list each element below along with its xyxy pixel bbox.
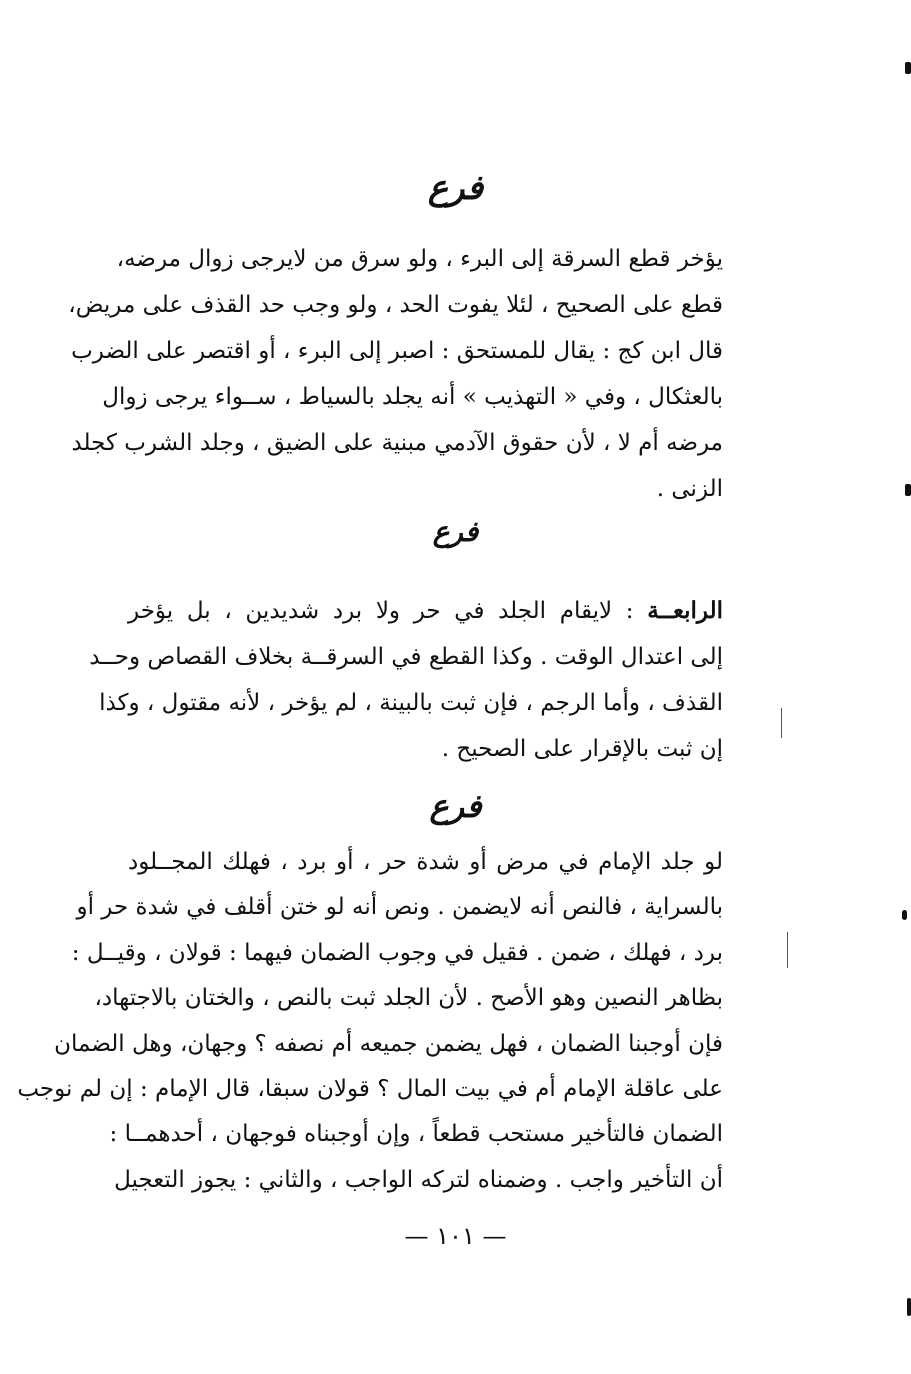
paragraph-2-line-1 bbox=[128, 588, 723, 634]
paragraph-3-line-5: فإن أوجبنا الضمان ، فهل يضمن جميعه أم نصفه ؟ وجهان، وهل الضمان bbox=[54, 1030, 723, 1057]
paragraph-2 bbox=[89, 588, 723, 772]
paragraph-3-line-2: بالسراية ، فالنص أنه لايضمن . ونص أنه لو ختن أقلف في شدة حر أو bbox=[76, 894, 723, 921]
scan-edge-mark bbox=[905, 62, 911, 74]
scan-edge-mark bbox=[902, 910, 907, 920]
paragraph-1-line-6: الزنى . bbox=[656, 476, 723, 502]
section-heading-3: فرع bbox=[429, 787, 482, 825]
paragraph-3-line-8: أن التأخير واجب . وضمناه لتركه الواجب ، والثاني : يجوز التعجيل bbox=[114, 1166, 723, 1193]
scan-margin-line bbox=[781, 708, 782, 738]
paragraph-2-line-2: إلى اعتدال الوقت . وكذا القطع في السرقــة بخلاف القصاص وحــد bbox=[89, 644, 723, 670]
section-heading-1: فرع bbox=[427, 168, 484, 208]
paragraph-3-line-1: لو جلد الإمام في مرض أو شدة حر ، أو برد ، فهلك المجــلود bbox=[128, 849, 723, 875]
paragraph-3-line-6: على عاقلة الإمام أم في بيت المال ؟ قولان سبقا، قال الإمام : إن لم نوجب bbox=[17, 1075, 723, 1102]
scan-edge-mark bbox=[907, 1298, 911, 1316]
paragraph-1-line-1: يؤخر قطع السرقة إلى البرء ، ولو سرق من لايرجى زوال مرضه، bbox=[116, 246, 723, 272]
scan-edge-mark bbox=[905, 484, 911, 496]
page-number: — ١٠١ — bbox=[404, 1222, 507, 1250]
paragraph-3 bbox=[17, 840, 723, 1203]
section-heading-2: فرع bbox=[432, 515, 479, 548]
paragraph-1-line-3: قال ابن كج : يقال للمستحق : اصبر إلى البرء ، أو اقتصر على الضرب bbox=[71, 338, 723, 364]
paragraph-2-line-1-text: : لايقام الجلد في حر ولا برد شديدين ، بل يؤخر bbox=[128, 598, 648, 624]
paragraph-3-line-3: برد ، فهلك ، ضمن . فقيل في وجوب الضمان فيهما : قولان ، وقيــل : bbox=[71, 939, 723, 966]
scan-margin-line bbox=[787, 932, 788, 968]
paragraph-3-line-4: بظاهر النصين وهو الأصح . لأن الجلد ثبت بالنص ، والختان بالاجتهاد، bbox=[94, 985, 723, 1012]
paragraph-1-line-5: مرضه أم لا ، لأن حقوق الآدمي مبنية على الضيق ، وجلد الشرب كجلد bbox=[71, 430, 723, 456]
paragraph-2-line-4: إن ثبت بالإقرار على الصحيح . bbox=[441, 736, 723, 762]
paragraph-1-line-2: قطع على الصحيح ، لئلا يفوت الحد ، ولو وجب حد القذف على مريض، bbox=[68, 292, 723, 318]
paragraph-3-line-7: الضمان فالتأخير مستحب قطعاً ، وإن أوجبناه فوجهان ، أحدهمــا : bbox=[109, 1121, 723, 1148]
paragraph-2-line-3: القذف ، وأما الرجم ، فإن ثبت بالبينة ، لم يؤخر ، لأنه مقتول ، وكذا bbox=[99, 690, 723, 716]
paragraph-2-lead-word: الرابعــة bbox=[647, 597, 723, 624]
paragraph-1 bbox=[68, 236, 723, 512]
paragraph-1-line-4: بالعثكال ، وفي « التهذيب » أنه يجلد بالسياط ، ســواء يرجى زوال bbox=[102, 384, 723, 410]
